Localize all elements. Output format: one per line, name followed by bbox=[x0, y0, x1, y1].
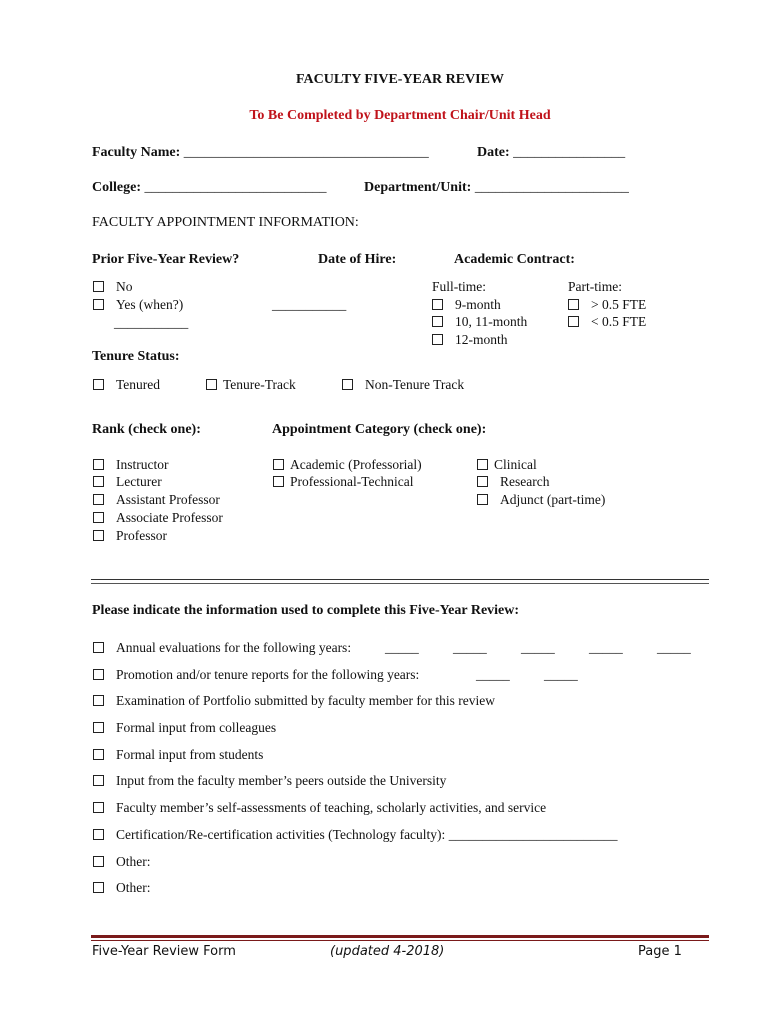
prior-option-no[interactable]: No bbox=[93, 279, 133, 295]
form-title: FACULTY FIVE-YEAR REVIEW bbox=[296, 72, 504, 87]
college-field[interactable]: __________________________ bbox=[144, 180, 327, 195]
fulltime-option-9month[interactable]: 9-month bbox=[432, 297, 501, 313]
fulltime-label: Full-time: bbox=[432, 279, 486, 294]
checkbox-icon[interactable] bbox=[273, 459, 284, 470]
date-row bbox=[477, 145, 625, 161]
other-item-2[interactable]: Other: bbox=[93, 880, 151, 896]
checkbox-icon[interactable] bbox=[93, 530, 104, 541]
checkbox-icon[interactable] bbox=[93, 281, 104, 292]
peers-input-item[interactable]: Input from the faculty member’s peers outside the University bbox=[93, 773, 446, 789]
annual-year-field[interactable]: _____ bbox=[589, 640, 623, 655]
footer-form-name: Five-Year Review Form bbox=[92, 944, 236, 959]
annual-year-field[interactable]: _____ bbox=[453, 640, 487, 655]
checkbox-icon[interactable] bbox=[477, 459, 488, 470]
checkbox-icon[interactable] bbox=[432, 299, 443, 310]
checkbox-icon[interactable] bbox=[93, 856, 104, 867]
promotion-year-field[interactable]: _____ bbox=[476, 667, 510, 682]
fulltime-option-12month[interactable]: 12-month bbox=[432, 332, 508, 348]
date-field[interactable]: ________________ bbox=[513, 145, 626, 160]
annual-evaluations-item[interactable]: Annual evaluations for the following years: bbox=[93, 640, 351, 656]
tenure-option-tenured[interactable]: Tenured bbox=[93, 377, 160, 393]
appointment-heading: FACULTY APPOINTMENT INFORMATION: bbox=[92, 215, 359, 230]
checkbox-icon[interactable] bbox=[93, 749, 104, 760]
checkbox-icon[interactable] bbox=[93, 379, 104, 390]
category-option-research[interactable]: Research bbox=[477, 474, 549, 490]
hire-date-field[interactable]: ___________ bbox=[272, 297, 347, 312]
checkbox-icon[interactable] bbox=[93, 512, 104, 523]
checkbox-icon[interactable] bbox=[477, 494, 488, 505]
other-item-1[interactable]: Other: bbox=[93, 854, 151, 870]
rank-option-lecturer[interactable]: Lecturer bbox=[93, 474, 162, 490]
footer-updated: (updated 4-2018) bbox=[330, 944, 445, 959]
college-label: College: bbox=[92, 180, 141, 195]
section-divider bbox=[91, 583, 709, 584]
rank-option-assistant[interactable]: Assistant Professor bbox=[93, 492, 220, 508]
checkbox-icon[interactable] bbox=[206, 379, 217, 390]
rank-option-instructor[interactable]: Instructor bbox=[93, 457, 168, 473]
rank-option-professor[interactable]: Professor bbox=[93, 528, 167, 544]
prior-review-label: Prior Five-Year Review? bbox=[92, 252, 240, 267]
portfolio-item[interactable]: Examination of Portfolio submitted by faculty member for this review bbox=[93, 693, 495, 709]
annual-year-field[interactable]: _____ bbox=[521, 640, 555, 655]
checkbox-icon[interactable] bbox=[273, 476, 284, 487]
checkbox-icon[interactable] bbox=[93, 669, 104, 680]
date-label: Date: bbox=[477, 145, 510, 160]
date-of-hire-label: Date of Hire: bbox=[318, 252, 397, 267]
checkbox-icon[interactable] bbox=[93, 459, 104, 470]
faculty-name-label: Faculty Name: bbox=[92, 145, 181, 160]
self-assessment-item[interactable]: Faculty member’s self-assessments of teaching, scholarly activities, and service bbox=[93, 800, 546, 816]
promotion-reports-item[interactable]: Promotion and/or tenure reports for the following years: bbox=[93, 667, 419, 683]
tenure-option-non-tenure[interactable]: Non-Tenure Track bbox=[342, 377, 464, 393]
checkbox-icon[interactable] bbox=[93, 695, 104, 706]
checkbox-icon[interactable] bbox=[432, 334, 443, 345]
review-info-heading: Please indicate the information used to complete this Five-Year Review: bbox=[92, 603, 520, 618]
checkbox-icon[interactable] bbox=[432, 316, 443, 327]
checkbox-icon[interactable] bbox=[568, 316, 579, 327]
checkbox-icon[interactable] bbox=[342, 379, 353, 390]
footer-rule bbox=[91, 940, 709, 941]
category-option-adjunct[interactable]: Adjunct (part-time) bbox=[477, 492, 605, 508]
checkbox-icon[interactable] bbox=[93, 642, 104, 653]
footer-page-number: Page 1 bbox=[638, 944, 682, 959]
academic-contract-label: Academic Contract: bbox=[454, 252, 575, 267]
department-field[interactable]: ______________________ bbox=[474, 180, 629, 195]
certification-item[interactable]: Certification/Re-certification activities (Technology faculty): _________________________ bbox=[93, 827, 617, 843]
rank-label: Rank (check one): bbox=[92, 422, 201, 437]
annual-year-field[interactable]: _____ bbox=[385, 640, 419, 655]
faculty-name-field[interactable]: ___________________________________ bbox=[183, 145, 429, 160]
department-row bbox=[364, 180, 629, 196]
parttime-option-lt[interactable]: < 0.5 FTE bbox=[568, 314, 646, 330]
faculty-name-row bbox=[92, 145, 429, 161]
category-option-clinical[interactable]: Clinical bbox=[477, 457, 537, 473]
checkbox-icon[interactable] bbox=[93, 775, 104, 786]
promotion-year-field[interactable]: _____ bbox=[544, 667, 578, 682]
colleagues-input-item[interactable]: Formal input from colleagues bbox=[93, 720, 276, 736]
parttime-option-gt[interactable]: > 0.5 FTE bbox=[568, 297, 646, 313]
checkbox-icon[interactable] bbox=[93, 299, 104, 310]
form-subtitle: To Be Completed by Department Chair/Unit Head bbox=[249, 108, 551, 123]
footer-rule bbox=[91, 935, 709, 938]
category-label: Appointment Category (check one): bbox=[272, 422, 487, 437]
checkbox-icon[interactable] bbox=[93, 722, 104, 733]
tenure-status-label: Tenure Status: bbox=[92, 349, 180, 364]
tenure-option-tenure-track[interactable]: Tenure-Track bbox=[206, 377, 296, 393]
students-input-item[interactable]: Formal input from students bbox=[93, 747, 263, 763]
department-label: Department/Unit: bbox=[364, 180, 472, 195]
prior-option-yes[interactable]: Yes (when?) bbox=[93, 297, 183, 313]
checkbox-icon[interactable] bbox=[568, 299, 579, 310]
certification-field[interactable]: _________________________ bbox=[448, 827, 618, 842]
section-divider bbox=[91, 579, 709, 580]
checkbox-icon[interactable] bbox=[477, 476, 488, 487]
rank-option-associate[interactable]: Associate Professor bbox=[93, 510, 223, 526]
parttime-label: Part-time: bbox=[568, 279, 622, 294]
checkbox-icon[interactable] bbox=[93, 476, 104, 487]
prior-when-field[interactable]: ___________ bbox=[114, 315, 189, 330]
checkbox-icon[interactable] bbox=[93, 802, 104, 813]
fulltime-option-10-11month[interactable]: 10, 11-month bbox=[432, 314, 527, 330]
checkbox-icon[interactable] bbox=[93, 882, 104, 893]
category-option-academic[interactable]: Academic (Professorial) bbox=[273, 457, 422, 473]
category-option-professional[interactable]: Professional-Technical bbox=[273, 474, 414, 490]
college-row bbox=[92, 180, 326, 196]
annual-year-field[interactable]: _____ bbox=[657, 640, 691, 655]
checkbox-icon[interactable] bbox=[93, 829, 104, 840]
checkbox-icon[interactable] bbox=[93, 494, 104, 505]
